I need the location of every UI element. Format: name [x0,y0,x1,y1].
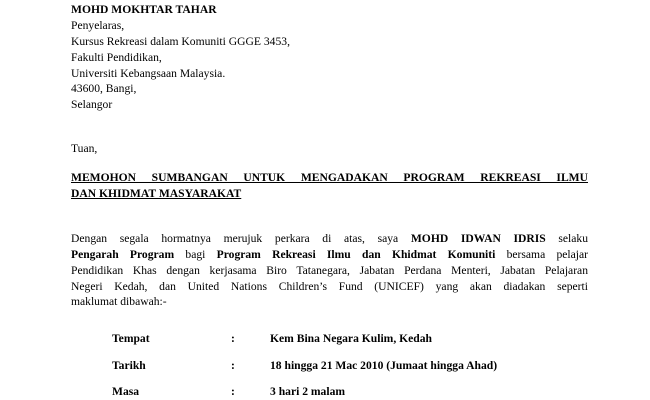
subject-line: DAN KHIDMAT MASYARAKAT [71,187,242,200]
sender-address-line: 43600, Bangi, [71,82,137,95]
salutation: Tuan, [71,142,98,155]
detail-value-masa: 3 hari 2 malam [270,385,346,398]
body-text: bersama pelajar [506,248,589,261]
detail-label-tempat: Tempat [112,332,150,345]
body-text: bagi [185,248,206,261]
role-title: Pengarah Program [71,248,175,261]
detail-colon: : [231,359,235,372]
body-line [71,233,588,245]
detail-colon: : [231,385,235,398]
body-line: maklumat dibawah:- [71,295,167,308]
sender-address-line: Fakulti Pendidikan, [71,51,162,64]
sender-name: MOHD MOKHTAR TAHAR [71,3,217,16]
sender-address-line: Penyelaras, [71,19,125,32]
subject-line: MEMOHON SUMBANGAN UNTUK MENGADAKAN PROGRAM REKREASI ILMU [71,171,588,184]
sender-address-line: Universiti Kebangsaan Malaysia. [71,67,226,80]
body-text: Dengan segala hormatnya merujuk perkara di atas, saya [71,232,399,245]
sender-address-line: Selangor [71,98,113,111]
detail-value-tempat: Kem Bina Negara Kulim, Kedah [270,332,432,345]
body-line: Pendidikan Khas dengan kerjasama Biro Tatanegara, Jabatan Perdana Menteri, Jabatan Pelajaran [71,264,588,277]
body-line [71,249,588,261]
detail-label-tarikh: Tarikh [112,359,146,372]
sender-address-line: Kursus Rekreasi dalam Komuniti GGGE 3453, [71,35,290,48]
body-text: selaku [558,232,588,245]
body-line: Negeri Kedah, dan United Nations Children’s Fund (UNICEF) yang akan diadakan seperti [71,280,588,293]
detail-label-masa: Masa [112,385,140,398]
program-name: Program Rekreasi Ilmu dan Khidmat Komuniti [216,248,496,261]
requester-name: MOHD IDWAN IDRIS [410,232,546,245]
detail-colon: : [231,332,235,345]
detail-value-tarikh: 18 hingga 21 Mac 2010 (Jumaat hingga Ahad) [270,359,498,372]
